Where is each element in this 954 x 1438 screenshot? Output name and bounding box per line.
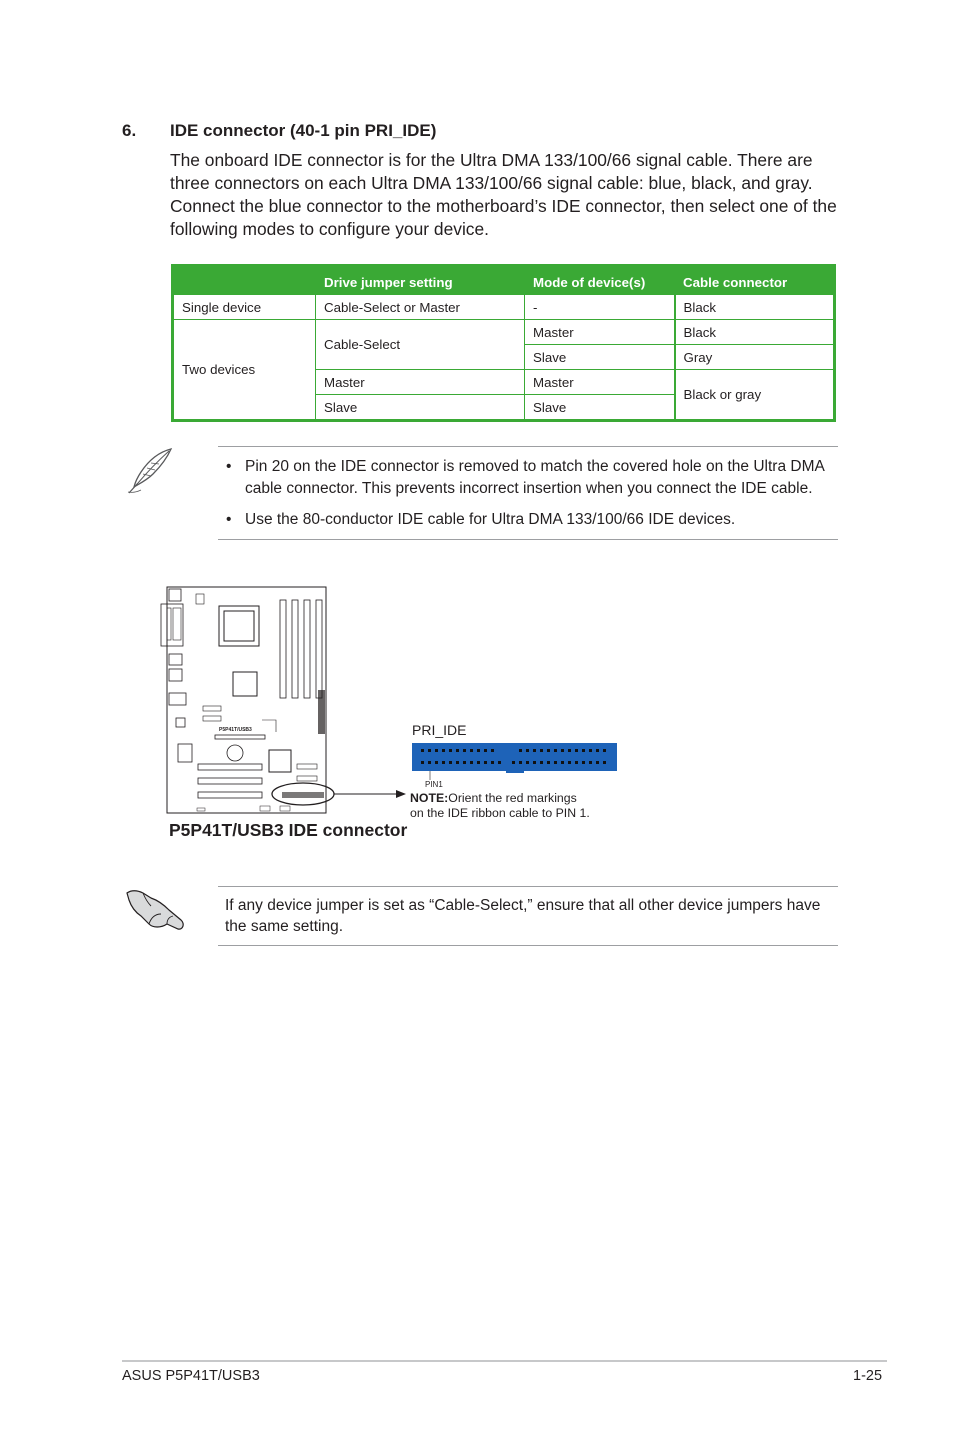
cell-mode: -: [525, 295, 675, 320]
feather-note-icon: [125, 446, 175, 496]
table-row: [173, 295, 835, 320]
note-top-rule: [218, 446, 838, 447]
table-header-jumper: Drive jumper setting: [316, 266, 525, 295]
section-title: IDE connector (40-1 pin PRI_IDE): [170, 121, 437, 140]
table-header-mode: Mode of device(s): [525, 266, 675, 295]
cell-jumper: Slave: [316, 395, 525, 421]
note-bullet-text: Pin 20 on the IDE connector is removed to match the covered hole on the Ultra DMA cable connector. This prevents incorrect insertion when you connect the IDE cable.: [245, 458, 824, 497]
note-box: [218, 446, 838, 528]
ide-mode-table: [171, 264, 836, 422]
pri-ide-connector: [412, 743, 617, 771]
board-silkscreen-label: P5P41T/USB3: [219, 727, 252, 733]
note-box: [218, 886, 838, 935]
cell-mode: Slave: [525, 395, 675, 421]
footer-page-number: 1-25: [853, 1368, 883, 1384]
bullet-glyph: •: [226, 511, 232, 528]
cell-jumper: Cable-Select: [316, 320, 525, 370]
cell-mode: Slave: [525, 345, 675, 370]
cell-cable: Black: [675, 295, 835, 320]
footer-product-name: ASUS P5P41T/USB3: [122, 1368, 260, 1384]
diagram-note-bold: NOTE:: [410, 791, 449, 805]
cell-single-device: Single device: [173, 295, 316, 320]
note-text: If any device jumper is set as “Cable-Select,” ensure that all other device jumpers have the same setting.: [225, 897, 821, 935]
diagram-note-line1: Orient the red markings: [448, 791, 577, 805]
note-top-rule: [218, 886, 838, 887]
note-bottom-rule: [218, 539, 838, 540]
cell-cable: Black: [675, 320, 835, 345]
note-bullet-text: Use the 80-conductor IDE cable for Ultra DMA 133/100/66 IDE devices.: [245, 511, 736, 528]
bullet-glyph: •: [226, 458, 232, 475]
cell-jumper: Master: [316, 370, 525, 395]
section-number: 6.: [122, 121, 137, 140]
cell-cable: Black or gray: [675, 370, 835, 421]
cell-mode: Master: [525, 320, 675, 345]
pri-ide-label: PRI_IDE: [412, 722, 467, 738]
table-header-row: [173, 266, 835, 295]
cell-mode: Master: [525, 370, 675, 395]
diagram-title: P5P41T/USB3 IDE connector: [169, 820, 408, 840]
footer-rule: [122, 1360, 887, 1362]
intro-paragraph: The onboard IDE connector is for the Ultra DMA 133/100/66 signal cable. There are three connectors on each Ultra DMA 133/100/66 signal cable: blue, black, and gray. Connect the blue connector to the motherboard’s IDE connector, then select one of the following modes to configure your device.: [170, 150, 837, 239]
motherboard-layout-diagram: [160, 580, 620, 820]
table-header-cable: Cable connector: [675, 266, 835, 295]
diagram-note-line2: on the IDE ribbon cable to PIN 1.: [410, 806, 590, 820]
pin1-label: PIN1: [425, 780, 443, 789]
hand-caution-icon: [123, 884, 187, 934]
cell-jumper: Cable-Select or Master: [316, 295, 525, 320]
table-header-empty: [173, 266, 316, 295]
table-row: [173, 320, 835, 345]
cell-two-devices: Two devices: [173, 320, 316, 421]
cell-cable: Gray: [675, 345, 835, 370]
note-bottom-rule: [218, 945, 838, 946]
diagram-note: [410, 791, 590, 821]
